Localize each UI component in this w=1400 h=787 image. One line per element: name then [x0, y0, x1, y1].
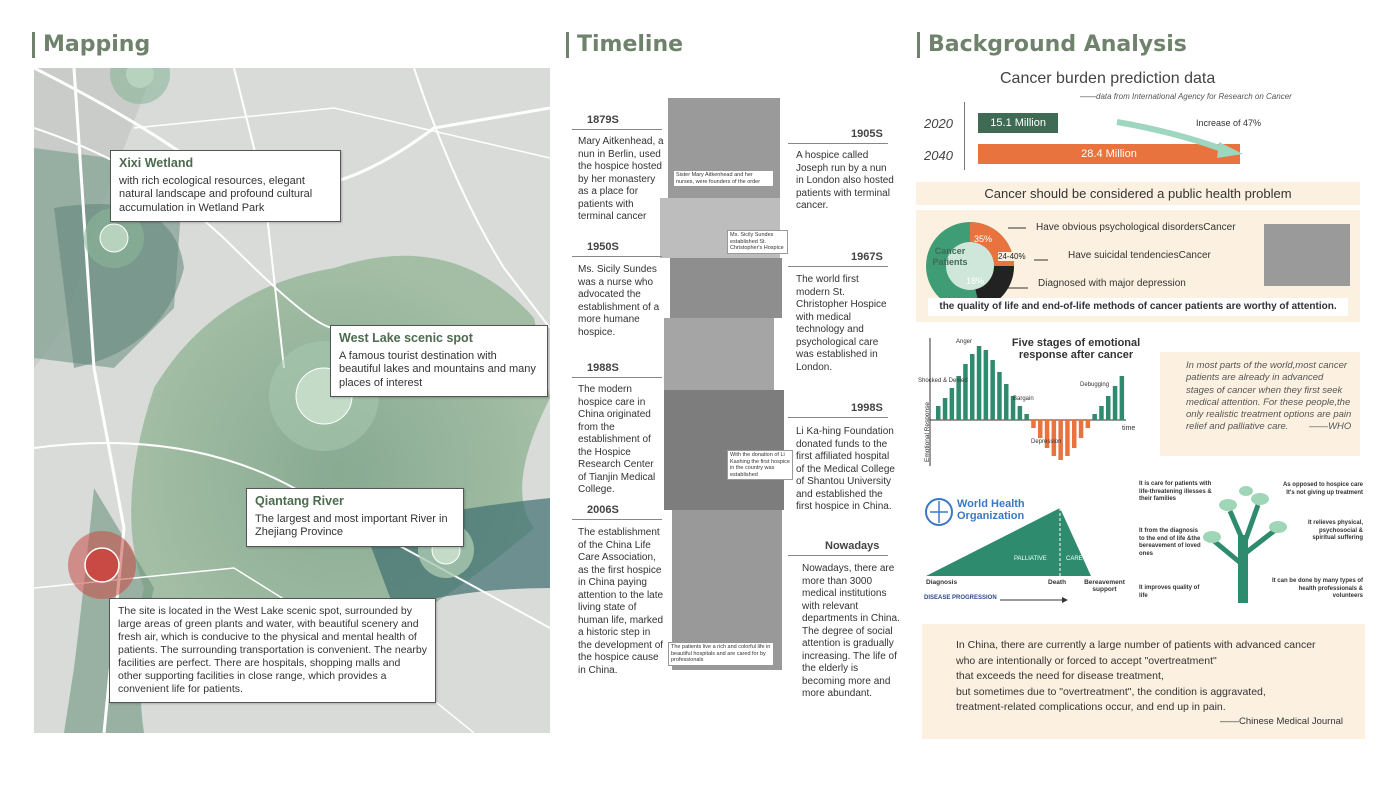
stage-bar	[990, 360, 995, 420]
stages-plot	[926, 338, 1146, 468]
care-label: CARE	[1066, 556, 1083, 562]
who-name-1: World Health	[957, 498, 1025, 510]
tl-rule	[572, 129, 662, 130]
death-label: Death	[1048, 579, 1067, 586]
journal-source: ——Chinese Medical Journal	[1219, 716, 1343, 727]
stage-bar	[1092, 414, 1097, 420]
tl-text-1879: Mary Aitkenhead, a nun in Berlin, used the hospice hosted by her monastery as a place for patients with terminal cancer	[578, 136, 664, 222]
journal-line: treatment-related complications occur, and end up in pain.	[956, 701, 1226, 713]
qiantang-title: Qiantang River	[255, 494, 344, 508]
stage-bar	[1024, 414, 1029, 420]
stage-bar	[1052, 420, 1057, 456]
stage-bar	[943, 398, 948, 420]
donut-center: Cancer Patients	[932, 246, 968, 267]
site-text: The site is located in the West Lake scenic spot, surrounded by large areas of green plants and water, with beautiful scenery and fresh air, which is conducive to the physical and mental health of patients. The surrounding transportation is convenient. The nearby facilities are perfect. There are hospitals, shopping malls and other supporting facilities in close range, which provides a convenient life for patients.	[118, 605, 427, 695]
tl-year-nowadays: Nowadays	[825, 540, 880, 552]
tl-year-1950: 1950S	[587, 241, 619, 253]
tree-right-1: As opposed to hospice care It's not giving up treatment	[1282, 482, 1363, 496]
stage-bar	[936, 406, 941, 420]
caption-2: Ms. Sicily Sundes established St. Christopher's Hospice	[727, 230, 788, 254]
tl-text-1967: The world first modern St. Christopher Hospice with medical technology and psychological care was established in London.	[796, 274, 887, 373]
tl-year-1988: 1988S	[587, 362, 619, 374]
xixi-callout	[110, 150, 341, 222]
qiantang-callout	[246, 488, 464, 547]
journal-line: who are intentionally or forced to accept "overtreatment"	[956, 654, 1217, 667]
map	[34, 68, 550, 733]
stat-suicidal: Have suicidal tendenciesCancer	[1068, 250, 1211, 261]
progression-label: DISEASE PROGRESSION	[924, 595, 997, 601]
photo-patient	[670, 258, 782, 318]
increase-label: Increase of 47%	[1196, 118, 1262, 128]
westlake-text: A famous tourist destination with beautiful lakes and mountains and many places of interest	[339, 349, 536, 389]
timeline-title: Timeline	[566, 32, 683, 58]
tl-rule	[788, 417, 888, 418]
stages-title: Five stages of emotional response after cancer	[1011, 337, 1141, 361]
stage-bar	[1113, 386, 1118, 420]
stat-depression: Diagnosed with major depression	[1038, 278, 1186, 289]
stage-bar	[950, 388, 955, 420]
stage-bar	[1106, 396, 1111, 420]
stage-bar	[984, 350, 989, 420]
tl-text-1988: The modern hospice care in China originated from the establishment of the Hospice Research Center of Tianjin Medical College.	[578, 384, 656, 495]
diagnosis-label: Diagnosis	[926, 579, 958, 586]
tl-rule	[788, 266, 888, 267]
tl-rule	[572, 519, 662, 520]
photo-patient-bed	[1264, 224, 1350, 286]
tree-left-3: It improves quality of life	[1139, 585, 1200, 599]
stage-bar	[970, 354, 975, 420]
pct-18: 18%	[966, 276, 985, 286]
westlake-callout	[330, 325, 548, 397]
tree-left-1: It is care for patients with life-threatening illesses & their families	[1139, 481, 1212, 502]
who-quote-source: ——WHO	[1309, 421, 1352, 433]
tree-left-2: It from the diagnosis to the end of life &the bereavement of loved ones	[1139, 528, 1201, 557]
who-quote-box	[1160, 352, 1360, 456]
caption-1: Sister Mary Aitkenhead and her nurses, were founders of the order	[673, 170, 774, 187]
xixi-text: with rich ecological resources, elegant natural landscape and profound cultural accumulation in Wetland Park	[119, 174, 313, 214]
background-title: Background Analysis	[917, 32, 1187, 58]
bar-2040-label: 28.4 Million	[1081, 148, 1137, 160]
palliative-label: PALLIATIVE	[1014, 556, 1047, 562]
who-quote-text: In most parts of the world,most cancer patients are already in advanced stages of cancer when they first seek medical attention. For these people,the only realistic treatment options are pain relief and palliative care.	[1186, 360, 1352, 433]
public-health-title: Cancer should be considered a public health problem	[984, 186, 1292, 201]
pct-35: 35%	[974, 234, 993, 244]
stage-bargain: Bargain	[1013, 396, 1034, 402]
stage-bar	[1065, 420, 1070, 456]
tl-year-1967: 1967S	[851, 251, 883, 263]
journal-line: but sometimes due to "overtreatment", the condition is aggravated,	[956, 685, 1266, 698]
stage-bar	[963, 364, 968, 420]
tl-year-1998: 1998S	[851, 402, 883, 414]
year-2040: 2040	[924, 148, 953, 163]
journal-box	[922, 624, 1365, 739]
bereavement-label: Bereavement support	[1084, 579, 1125, 593]
progression-arrow	[1000, 595, 1070, 605]
stages-xlabel: time	[1122, 425, 1136, 432]
bar-2020	[978, 113, 1058, 133]
burden-source: ——data from International Agency for Research on Cancer	[1080, 92, 1292, 101]
mapping-title: Mapping	[32, 32, 150, 58]
stage-bar	[1038, 420, 1043, 438]
stage-bar	[1004, 384, 1009, 420]
westlake-title: West Lake scenic spot	[339, 331, 473, 345]
tl-text-1998: Li Ka-hing Foundation donated funds to the first affiliated hospital of the Medical College of Shantou University and established the first hospice in China.	[796, 426, 895, 512]
stage-bar	[1079, 420, 1084, 438]
bar-2020-label: 15.1 Million	[990, 117, 1046, 129]
stage-shocked: Shocked & Denied	[918, 378, 968, 384]
photo-nurses	[664, 318, 774, 390]
tree-right-3: It can be done by many types of health professionals & volunteers	[1271, 578, 1363, 599]
tl-rule	[788, 143, 888, 144]
journal-line: that exceeds the need for disease treatment,	[956, 670, 1164, 682]
stage-bar	[1086, 420, 1091, 428]
tl-text-1905: A hospice called Joseph run by a nun in London also hosted patients with terminal cancer.	[796, 150, 894, 211]
stage-bar	[997, 372, 1002, 420]
tl-rule	[788, 555, 888, 556]
tree-right-2: It relieves physical, psychosocial & spiritual suffering	[1307, 520, 1363, 541]
stage-bar	[1120, 376, 1125, 420]
stage-anger: Anger	[956, 339, 973, 345]
stage-bar	[1018, 406, 1023, 420]
stage-bar	[1099, 406, 1104, 420]
tl-text-2006: The establishment of the China Life Care Association, as the first hospice in China paying attention to the late living state of human life, marked a historic step in the development of the hospice cause in China.	[578, 527, 664, 676]
tl-year-1905: 1905S	[851, 128, 883, 140]
palliative-diagram	[926, 500, 1126, 590]
burden-axis	[964, 102, 965, 170]
year-2020: 2020	[924, 116, 953, 131]
tl-year-2006: 2006S	[587, 504, 619, 516]
stage-debugging: Debugging	[1080, 382, 1110, 388]
public-health-panel	[916, 210, 1360, 322]
public-health-footer: the quality of life and end-of-life methods of cancer patients are worthy of attention.	[928, 298, 1348, 316]
tl-year-1879: 1879S	[587, 114, 619, 126]
tl-rule	[572, 256, 662, 257]
pct-24-40: 24-40%	[998, 252, 1026, 261]
stage-bar	[1031, 420, 1036, 428]
tl-rule	[572, 377, 662, 378]
who-name-2: Organization	[957, 510, 1025, 522]
burden-title: Cancer burden prediction data	[1000, 70, 1216, 87]
xixi-title: Xixi Wetland	[119, 156, 194, 170]
public-health-banner	[916, 182, 1360, 205]
who-quote	[1186, 360, 1352, 434]
caption-4: The patients live a rich and colorful life in beautiful hospitals and are cared for by professionals	[668, 642, 774, 666]
journal-text	[956, 638, 1316, 716]
tl-text-nowadays: Nowadays, there are more than 3000 medical institutions with relevant departments in China. The degree of social attention is gradually increasing. The life of the elderly is becoming more and more abundant.	[802, 563, 900, 699]
stage-depression: Depression	[1031, 439, 1062, 445]
tl-text-1950: Ms. Sicily Sundes was a nurse who advocated the establishment of a more humane hospice.	[578, 264, 660, 338]
caption-3: With the donation of Li Kashing the first hospice in the country was established	[727, 450, 793, 480]
site-callout	[109, 598, 436, 703]
journal-line: In China, there are currently a large number of patients with advanced cancer	[956, 639, 1316, 651]
stage-bar	[1072, 420, 1077, 448]
stages-ylabel: Emotional Response	[924, 402, 931, 462]
stat-psych: Have obvious psychological disordersCancer	[1036, 222, 1236, 233]
qiantang-text: The largest and most important River in Zhejiang Province	[255, 512, 448, 538]
stage-bar	[977, 346, 982, 420]
